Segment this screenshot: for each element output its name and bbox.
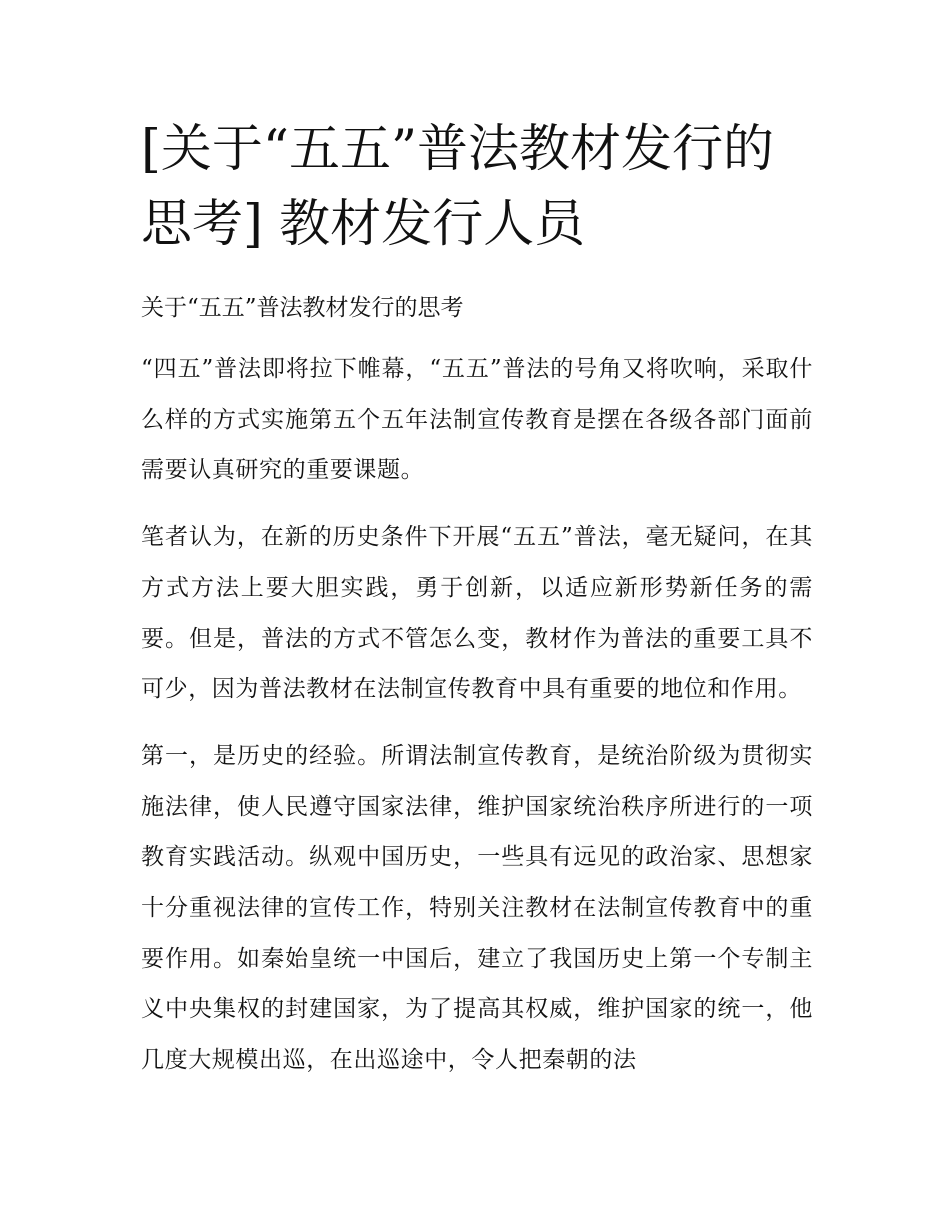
document-title: [关于“五五”普法教材发行的思考] 教材发行人员 — [141, 120, 775, 254]
paragraph-2: 笔者认为，在新的历史条件下开展“五五”普法，毫无疑问，在其方式方法上要大胆实践，勇于创新，以适应新形势新任务的需要。但是，普法的方式不管怎么变，教材作为普法的重要工具不可少，因为普法教材在法制宣传教育中具有重要的地位和作用。 — [141, 524, 813, 703]
document-subtitle: 关于“五五”普法教材发行的思考 — [141, 295, 464, 321]
paragraph-3: 第一，是历史的经验。所谓法制宣传教育，是统治阶级为贯彻实施法律，使人民遵守国家法律，维护国家统治秩序所进行的一项教育实践活动。纵观中国历史，一些具有远见的政治家、思想家十分重视法律的宣传工作，特别关注教材在法制宣传教育中的重要作用。如秦始皇统一中国后，建立了我国历史上第一个专制主义中央集权的封建国家，为了提高其权威，维护国家的统一，他几度大规模出巡，在出巡途中，令人把秦朝的法 — [141, 742, 813, 1074]
paragraph-1: “四五”普法即将拉下帷幕，“五五”普法的号角又将吹响，采取什么样的方式实施第五个五年法制宣传教育是摆在各级各部门面前需要认真研究的重要课题。 — [141, 356, 813, 484]
document-page — [141, 112, 813, 1086]
